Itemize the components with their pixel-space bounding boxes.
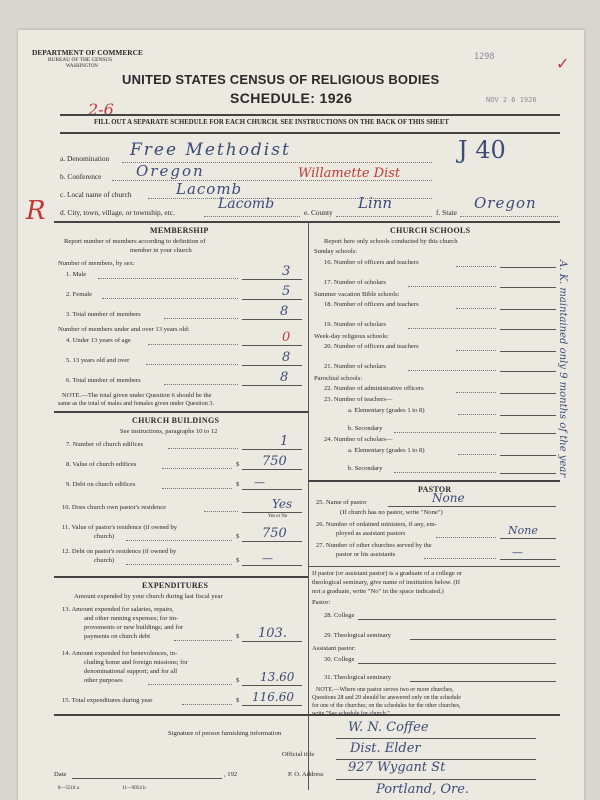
q14-dollar: $: [236, 677, 240, 684]
county-label: e. County: [304, 208, 333, 217]
pastor-note-2: Questions 28 and 29 should be answered only on the schedule: [312, 695, 461, 701]
q9-answer-line: [242, 489, 302, 490]
q6-answer-line: [242, 385, 302, 386]
q31-answer-line: [410, 681, 556, 682]
q2-answer-line: [242, 299, 302, 300]
yes-or-no-hint: Yes or No: [268, 514, 288, 519]
q7-answer-line: [242, 449, 302, 450]
schools-heading: CHURCH SCHOOLS: [390, 226, 471, 235]
expenditures-heading: EXPENDITURES: [142, 581, 209, 590]
q1-male-label: 1. Male: [66, 271, 87, 278]
q9-dots: [162, 488, 232, 489]
q16-label: 16. Number of officers and teachers: [324, 259, 419, 266]
q12-dollar: $: [236, 557, 240, 564]
city-label: WASHINGTON: [66, 64, 98, 69]
q23b-answer-line: [500, 433, 556, 434]
q24b-answer-line: [500, 473, 556, 474]
signature-line: [336, 738, 536, 739]
q5-over13-value: 8: [282, 350, 291, 365]
membership-intro-1: Report number of members according to definition of: [64, 238, 206, 245]
membership-note-1: NOTE.—The total given under Question 6 should be the: [62, 392, 212, 399]
q14-label-line1: 14. Amount expended for benevolences, in-: [62, 650, 178, 657]
q24b-label: b. Secondary: [348, 465, 383, 472]
official-title-label: Official title: [282, 751, 315, 758]
q16-answer-line: [500, 267, 556, 268]
q6-total-label: 6. Total number of members: [66, 377, 141, 384]
q12-label-line1: 12. Debt on pastor's residence (if owned by: [62, 548, 177, 555]
q12-dots: [126, 564, 232, 565]
q4-under13-value: 0: [282, 330, 291, 345]
q9-dollar: $: [236, 481, 240, 488]
q12-value: —: [262, 552, 273, 565]
q5-answer-line: [242, 365, 302, 366]
city-value: Lacomb: [218, 196, 275, 212]
q23a-dots: [458, 414, 496, 415]
date-year: , 192: [224, 771, 238, 778]
q11-label-line1: 11. Value of pastor's residence (if owned by: [62, 524, 178, 531]
q19-dots: [408, 328, 496, 329]
q10-value: Yes: [272, 497, 293, 511]
q25-answer-line: [388, 506, 556, 507]
state-line: [460, 216, 558, 217]
q29-answer-line: [410, 639, 556, 640]
q8-dollar: $: [236, 461, 240, 468]
local-name-label: c. Local name of church: [60, 190, 132, 199]
q24a-dots: [458, 454, 496, 455]
q6-dots: [164, 384, 238, 385]
q23a-answer-line: [500, 415, 556, 416]
q10-dots: [204, 511, 238, 512]
buildings-bottom-rule: [54, 576, 308, 578]
membership-note-2: same as the total of males and females given under Question 3.: [58, 400, 215, 407]
received-date-stamp: NOV 2 6 1926: [486, 96, 537, 104]
q3-total-value: 8: [280, 304, 289, 319]
q30-answer-line: [358, 663, 556, 664]
red-annotation-top: 2-6: [88, 100, 114, 119]
parochial-schools-label: Parochial schools:: [314, 375, 363, 382]
q2-female-value: 5: [282, 284, 291, 299]
q7-value: 1: [280, 434, 289, 449]
q24a-label: a. Elementary (grades 1 to 8): [348, 447, 425, 454]
q25-value: None: [432, 491, 465, 505]
conference-value: Oregon: [136, 162, 205, 180]
q13-dollar: $: [236, 633, 240, 640]
county-line: [336, 216, 432, 217]
instruction-banner: FILL OUT A SEPARATE SCHEDULE FOR EACH CHURCH. SEE INSTRUCTIONS ON THE BACK OF THIS SHEET: [94, 119, 449, 126]
state-value: Oregon: [474, 194, 537, 212]
q18-answer-line: [500, 309, 556, 310]
age-heading: Number of members under and over 13 years old:: [58, 326, 190, 333]
q12-answer-line: [242, 565, 302, 566]
signature-label: Signature of person furnishing information: [168, 730, 282, 737]
q27-label-line2: pastor or his assistants: [336, 551, 396, 558]
q24a-answer-line: [500, 455, 556, 456]
q12-label-line2: church): [94, 557, 115, 564]
pastor-mid-rule: [308, 566, 560, 567]
q14-answer-line: [242, 685, 302, 686]
q25-note: (If church has no pastor, write "None"): [340, 509, 443, 516]
header-rule-top: [60, 114, 560, 116]
q6-total-value: 8: [280, 370, 289, 385]
by-sex-label: Number of members, by sex:: [58, 260, 135, 267]
pastor-heading: PASTOR: [418, 485, 452, 494]
q8-answer-line: [242, 469, 302, 470]
q13-label-line1: 13. Amount expended for salaries, repairs,: [62, 606, 174, 613]
local-name-value: Lacomb: [176, 180, 243, 198]
q17-label: 17. Number of scholars: [324, 279, 386, 286]
q23a-label: a. Elementary (grades 1 to 8): [348, 407, 425, 414]
q9-value: —: [254, 476, 265, 489]
q31-label: 31. Theological seminary: [324, 674, 392, 681]
q22-dots: [456, 392, 496, 393]
column-divider: [308, 222, 309, 790]
q4-dots: [148, 344, 238, 345]
graduate-note-3: not a graduate, write "No" in the space indicated.): [312, 588, 444, 595]
q13-value: 103.: [258, 626, 287, 641]
q2-dots: [102, 298, 238, 299]
q1-answer-line: [242, 279, 302, 280]
q27-answer-line: [500, 559, 556, 560]
expenditures-subheading: Amount expended by your church during last fiscal year: [74, 593, 223, 600]
schedule-title: SCHEDULE: 1926: [230, 90, 353, 106]
q1-dots: [98, 278, 238, 279]
q15-value: 116.60: [252, 690, 294, 704]
q20-answer-line: [500, 351, 556, 352]
q29-label: 29. Theological seminary: [324, 632, 392, 639]
bureau-label: BUREAU OF THE CENSUS: [48, 57, 113, 63]
q4-under13-label: 4. Under 13 years of age: [66, 337, 131, 344]
q8-label: 8. Value of church edifices: [66, 461, 137, 468]
q21-dots: [408, 370, 496, 371]
red-r-mark: R: [26, 196, 46, 226]
signature-value: W. N. Coffee: [348, 720, 429, 735]
q21-label: 21. Number of scholars: [324, 363, 386, 370]
q1-male-value: 3: [282, 264, 291, 279]
q8-value: 750: [262, 454, 287, 469]
q10-label: 10. Does church own pastor's residence: [62, 504, 167, 511]
q22-answer-line: [500, 393, 556, 394]
denomination-value: Free Methodist: [130, 140, 291, 160]
q26-label-line2: ployed as assistant pastors: [336, 530, 406, 537]
buildings-subheading: See instructions, paragraphs 10 to 12: [120, 428, 218, 435]
grid-top-rule: [54, 221, 560, 223]
q20-label: 20. Number of officers and teachers: [324, 343, 419, 350]
membership-bottom-rule: [54, 411, 308, 413]
margin-handwritten-note: A. K. maintained only 9 months of the year: [557, 260, 568, 478]
pastor-note-1: NOTE.—Where one pastor serves two or more churches,: [316, 687, 454, 693]
q8-dots: [162, 468, 232, 469]
header-rule-bottom: [60, 132, 560, 134]
form-number-stamp: 1298: [474, 52, 495, 62]
census-schedule-document: [18, 30, 584, 800]
q18-dots: [456, 308, 496, 309]
q2-female-label: 2. Female: [66, 291, 93, 298]
q11-dots: [126, 540, 232, 541]
q10-answer-line: [242, 512, 302, 513]
q11-dollar: $: [236, 533, 240, 540]
q4-answer-line: [242, 345, 302, 346]
q28-label: 28. College: [324, 612, 355, 619]
q14-label-line4: other purposes: [84, 677, 123, 684]
q7-dots: [168, 448, 238, 449]
denomination-label: a. Denomination: [60, 154, 110, 163]
q16-dots: [456, 266, 496, 267]
q11-value: 750: [262, 526, 287, 541]
po-address-city: Portland, Ore.: [376, 782, 470, 797]
q20-dots: [456, 350, 496, 351]
state-label: f. State: [436, 208, 457, 217]
q13-dots: [174, 640, 232, 641]
department-label: DEPARTMENT OF COMMERCE: [32, 48, 143, 57]
q7-label: 7. Number of church edifices: [66, 441, 144, 448]
q27-value: —: [512, 546, 523, 559]
footer-code-2: 11—9054 b: [122, 786, 146, 791]
graduate-note-2: theological seminary, give name of institution below. (If: [312, 579, 461, 586]
q14-value: 13.60: [260, 670, 295, 684]
membership-heading: MEMBERSHIP: [150, 226, 209, 235]
graduate-note-1: If pastor (or assistant pastor) is a graduate of a college or: [312, 570, 462, 577]
blue-code-mark: J 40: [458, 136, 506, 164]
footer-code-1: 8—5518 a: [58, 786, 79, 791]
q13-label-line4: payments on church debt: [84, 633, 151, 640]
q3-answer-line: [242, 319, 302, 320]
q23-label: 23. Number of teachers—: [324, 396, 393, 403]
schools-bottom-rule: [308, 480, 560, 482]
q24-label: 24. Number of scholars—: [324, 436, 393, 443]
q13-label-line3: provements or new buildings; and for: [84, 624, 184, 631]
pastor-note-3: for one of the churches; on the schedules for the other churches,: [312, 703, 461, 709]
po-address-value: 927 Wygant St: [348, 760, 446, 775]
membership-intro-2: member in your church: [130, 247, 192, 254]
red-check-mark: ✓: [556, 54, 570, 73]
q25-label: 25. Name of pastor: [316, 499, 367, 506]
q28-answer-line: [358, 619, 556, 620]
conference-district-value: Willamette Dist: [298, 166, 401, 181]
conference-label: b. Conference: [60, 172, 102, 181]
q15-dots: [182, 704, 232, 705]
q5-over13-label: 5. 13 years old and over: [66, 357, 130, 364]
summer-schools-label: Summer vacation Bible schools:: [314, 291, 400, 298]
q27-dots: [424, 558, 496, 559]
q23b-dots: [394, 432, 496, 433]
city-line: [204, 216, 300, 217]
q19-label: 19. Number of scholars: [324, 321, 386, 328]
county-value: Linn: [358, 194, 393, 212]
grid-bottom-rule: [54, 714, 560, 716]
q14-dots: [148, 684, 232, 685]
q26-dots: [436, 537, 496, 538]
q3-dots: [164, 318, 238, 319]
po-address-label: P. O. Address: [288, 771, 324, 778]
q26-value: None: [508, 524, 538, 537]
sunday-schools-label: Sunday schools:: [314, 248, 358, 255]
q15-answer-line: [242, 705, 302, 706]
q22-label: 22. Number of administrative officers: [324, 385, 424, 392]
q5-dots: [146, 364, 238, 365]
q30-label: 30. College: [324, 656, 355, 663]
main-title: UNITED STATES CENSUS OF RELIGIOUS BODIES: [122, 72, 440, 87]
schools-intro: Report here only schools conducted by this church: [324, 238, 458, 245]
q27-label-line1: 27. Number of other churches served by the: [316, 542, 432, 549]
q17-dots: [408, 286, 496, 287]
q9-label: 9. Debt on church edifices: [66, 481, 136, 488]
assistant-pastor-label: Assistant pastor:: [312, 645, 356, 652]
po-address-line: [336, 779, 536, 780]
q26-answer-line: [500, 538, 556, 539]
q15-label: 15. Total expenditures during year: [62, 697, 153, 704]
q23b-label: b. Secondary: [348, 425, 383, 432]
q11-answer-line: [242, 541, 302, 542]
q14-label-line2: cluding home and foreign missions; for: [84, 659, 188, 666]
date-line: [72, 778, 222, 779]
q21-answer-line: [500, 371, 556, 372]
buildings-heading: CHURCH BUILDINGS: [132, 416, 220, 425]
q13-answer-line: [242, 641, 302, 642]
pastor-sub-label: Pastor:: [312, 599, 331, 606]
q13-label-line2: and other running expenses; for im-: [84, 615, 179, 622]
q15-dollar: $: [236, 697, 240, 704]
q18-label: 18. Number of officers and teachers: [324, 301, 419, 308]
q11-label-line2: church): [94, 533, 115, 540]
city-town-label: d. City, town, village, or township, etc.: [60, 208, 175, 217]
q3-total-label: 3. Total number of members: [66, 311, 141, 318]
weekday-schools-label: Week-day religious schools:: [314, 333, 389, 340]
q19-answer-line: [500, 329, 556, 330]
official-title-value: Dist. Elder: [350, 741, 421, 756]
q14-label-line3: denominational support; and for all: [84, 668, 178, 675]
pastor-note-4: write "See schedule for church.": [312, 711, 390, 717]
q26-label-line1: 26. Number of ordained ministers, if any, em-: [316, 521, 437, 528]
date-label: Date: [54, 771, 67, 778]
q24b-dots: [394, 472, 496, 473]
q17-answer-line: [500, 287, 556, 288]
